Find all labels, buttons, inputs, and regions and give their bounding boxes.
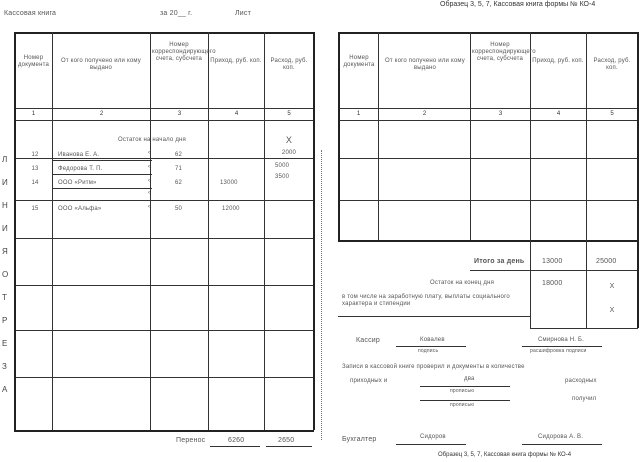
col-from-whom: От кого получено или кому выдано	[61, 58, 141, 71]
carry-over-underline	[266, 446, 312, 447]
col-num-5: 5	[287, 111, 291, 117]
col-income: Приход, руб. коп.	[210, 58, 262, 64]
left-col-border	[313, 32, 315, 430]
including-label: в том числе на заработную плату, выплаты социального характера и стипендии	[342, 294, 510, 307]
left-col-border	[208, 32, 209, 430]
closing-balance-amount: 18000	[542, 280, 563, 287]
page-footer-title: Образец 3, 5, 7, Кассовая книга формы № КО-4	[438, 452, 572, 458]
entries-words-caption: прописью	[450, 388, 475, 394]
left-colnum-bottom	[14, 120, 314, 121]
left-row-line	[14, 238, 314, 239]
side-letter: А	[2, 385, 8, 394]
r-col-num-3: 3	[498, 111, 503, 117]
cashier-decode-caption: расшифровка подписи	[530, 348, 587, 354]
row-4-account: 50	[175, 206, 183, 212]
cash-book-date: за 20__ г.	[160, 10, 193, 17]
opening-balance-amount: 2000	[281, 150, 297, 156]
entries-second-line	[420, 400, 510, 401]
side-letter: Е	[2, 339, 8, 348]
entries-received-text: приходных и	[350, 378, 388, 384]
col-doc-number: Номер документа	[17, 55, 50, 68]
left-col-border	[14, 32, 16, 430]
accountant-label: Бухгалтер	[342, 436, 377, 443]
left-col-border	[150, 32, 151, 430]
r-col-expense: Расход, руб. коп.	[593, 58, 631, 71]
opening-x-mark: Х	[285, 135, 293, 145]
right-body-bottom	[338, 240, 638, 242]
totals-bottom-line	[530, 328, 638, 329]
expense-docs-text: расходных	[565, 378, 597, 384]
side-letter: И	[2, 178, 8, 187]
row-2-name: Федорова Т. П.	[58, 166, 103, 172]
cashier-label: Кассир	[356, 337, 380, 344]
opening-balance-label: Остаток на начало дня	[118, 137, 186, 143]
row-2-expense: 3500	[275, 174, 290, 180]
cash-book-sheet: Лист	[235, 10, 252, 17]
left-col-border	[264, 32, 265, 430]
r-col-account: Номер корреспондирующего счета, субсчета	[472, 42, 536, 62]
day-totals-expense: 25000	[596, 258, 617, 265]
row-3-name: ООО «Ритм»	[58, 180, 97, 186]
r-col-from-whom: От кого получено или кому выдано	[385, 58, 465, 71]
left-col-border	[52, 32, 53, 430]
including-x-mark: Х	[609, 307, 615, 314]
col-num-3: 3	[177, 111, 182, 117]
col-expense: Расход, руб. коп.	[270, 58, 308, 71]
entries-checked-text: Записи в кассовой книге проверил и документы в количестве	[342, 364, 525, 370]
cashier-name-line	[522, 346, 602, 347]
tick-mark: ‹	[148, 178, 150, 184]
day-totals-label: Итого за день	[474, 258, 525, 265]
side-cut-letters	[2, 148, 8, 401]
right-col-border	[470, 32, 471, 240]
closing-balance-label: Остаток на конец дня	[430, 280, 495, 286]
row-4-num: 15	[31, 206, 39, 212]
tick-mark: ‹	[148, 204, 150, 210]
accountant-name: Сидорова А. В.	[538, 434, 584, 440]
right-header-bottom	[338, 108, 638, 109]
row-1-account: 62	[175, 152, 183, 158]
side-letter: Н	[2, 201, 8, 210]
row-3-num: 14	[31, 180, 39, 186]
r-col-income: Приход, руб. коп.	[532, 58, 584, 64]
col-num-2: 2	[99, 111, 104, 117]
totals-underline	[470, 270, 637, 271]
page-title-right: Образец 3, 5, 7, Кассовая книга формы № КО-4	[440, 1, 596, 8]
cashier-sign-line	[396, 346, 466, 347]
accountant-name-line	[522, 444, 602, 445]
carry-over-underline	[210, 446, 260, 447]
entries-words-caption-2: прописью	[450, 402, 475, 408]
row-2-underline	[52, 174, 152, 175]
side-letter: Р	[2, 316, 8, 325]
right-col-border	[530, 32, 531, 328]
side-letter: Я	[2, 247, 8, 256]
right-table-top-border	[338, 32, 638, 34]
including-underline	[338, 316, 530, 317]
row-3-income: 13000	[220, 180, 238, 186]
right-col-border	[586, 32, 587, 328]
entries-count-line	[420, 386, 510, 387]
left-header-bottom	[14, 108, 314, 109]
row-1-name: Иванова Е. А.	[58, 152, 100, 158]
r-col-num-5: 5	[610, 111, 614, 117]
cash-book-label: Кассовая книга	[4, 10, 57, 17]
left-row-line	[14, 285, 314, 286]
side-letter: Л	[2, 155, 8, 164]
carry-over-income: 6260	[228, 437, 245, 444]
row-1-num: 12	[31, 152, 39, 158]
accountant-signature: Сидоров	[420, 434, 446, 440]
tick-mark: ‹	[148, 164, 150, 170]
carry-over-label: Перенос	[176, 437, 206, 444]
left-row-line	[14, 200, 314, 201]
right-col-border	[378, 32, 379, 240]
received-label: получил	[572, 396, 597, 402]
left-table-bottom-border	[14, 430, 314, 432]
row-3-underline	[52, 188, 152, 189]
accountant-sign-line	[396, 444, 466, 445]
closing-x-mark: Х	[609, 283, 615, 290]
r-col-num-2: 2	[422, 111, 427, 117]
row-4-income: 12000	[222, 206, 240, 212]
side-letter: Т	[2, 293, 7, 302]
right-colnum-bottom	[338, 120, 638, 121]
r-col-num-1: 1	[356, 111, 361, 117]
carry-over-expense: 2650	[278, 437, 295, 444]
row-2-account: 71	[175, 166, 183, 172]
r-col-doc-number: Номер документа	[343, 55, 375, 68]
side-letter: И	[2, 224, 8, 233]
r-col-num-4: 4	[556, 111, 561, 117]
day-totals-income: 13000	[542, 258, 563, 265]
row-1-underline	[52, 160, 152, 161]
right-row-line	[338, 158, 638, 159]
right-row-line	[338, 200, 638, 201]
tick-mark: ‹	[148, 190, 150, 196]
right-col-border	[637, 32, 639, 328]
entries-count: два	[464, 376, 475, 382]
fold-line	[321, 150, 322, 440]
row-2-num: 13	[31, 166, 39, 172]
cashier-sign-caption: подпись	[418, 348, 439, 354]
row-3-account: 62	[175, 180, 183, 186]
cashier-name: Смирнова Н. Б.	[538, 337, 584, 343]
left-row-line	[14, 330, 314, 331]
col-num-1: 1	[31, 111, 36, 117]
row-4-name: ООО «Альфа»	[58, 206, 102, 212]
col-num-4: 4	[234, 111, 239, 117]
side-letter: О	[2, 270, 9, 279]
left-table-top-border	[14, 32, 314, 34]
col-account: Номер корреспондирующего счета, субсчета	[152, 42, 216, 62]
row-1-expense: 5000	[275, 163, 290, 169]
side-letter: З	[2, 362, 7, 371]
left-row-line	[14, 377, 314, 378]
cashier-signature: Ковалев	[420, 337, 445, 343]
tick-mark: ‹	[148, 150, 150, 156]
